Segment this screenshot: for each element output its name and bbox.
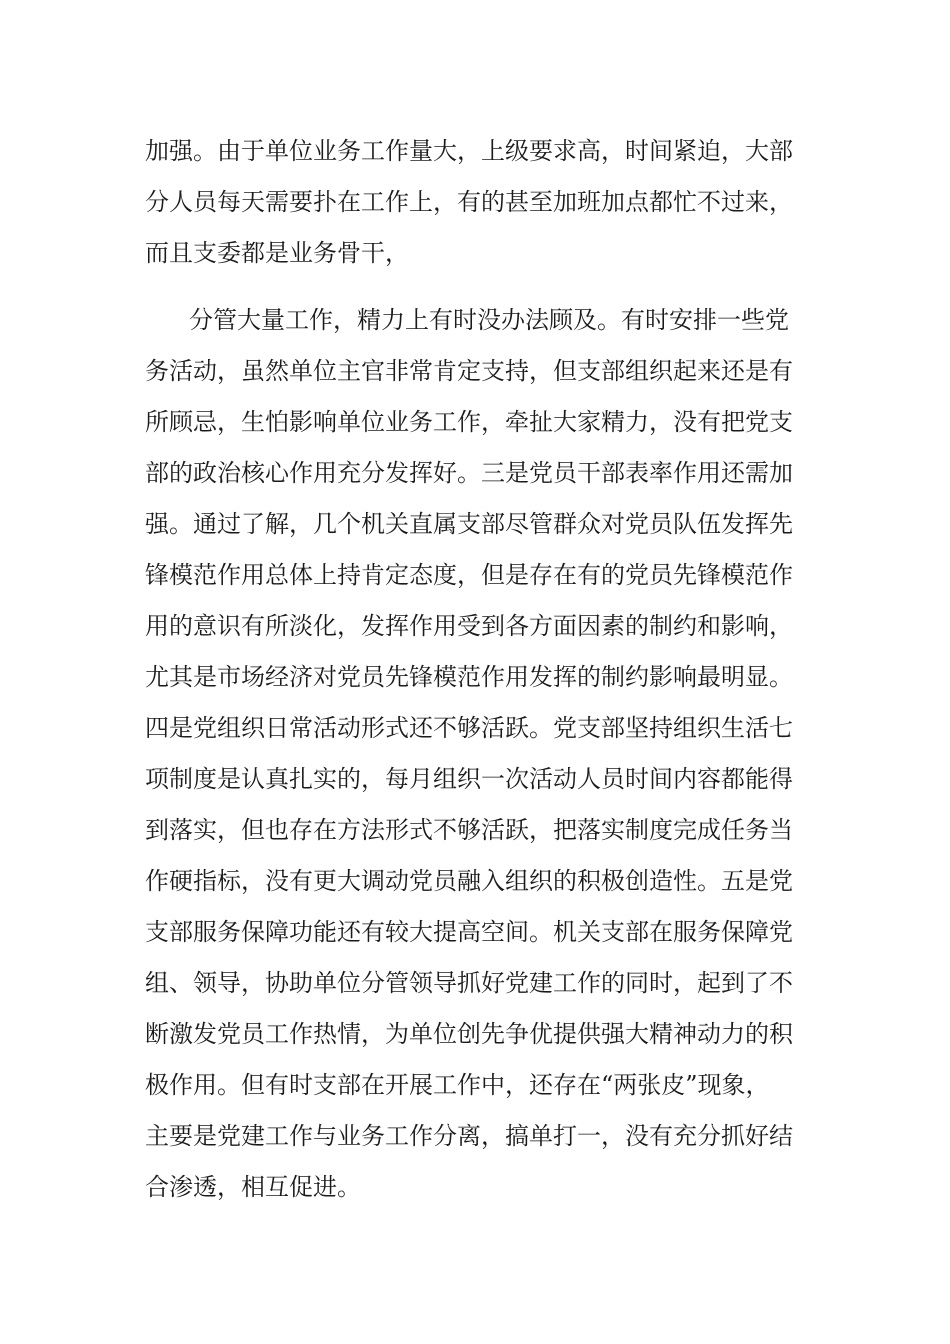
paragraph-1-line-1: 加强。由于单位业务工作量大，上级要求高，时间紧迫，大部 — [145, 137, 793, 165]
paragraph-2-line-18: 合渗透，相互促进。 — [145, 1173, 361, 1201]
paragraph-2-line-15: 断激发党员工作热情，为单位创先争优提供强大精神动力的积 — [145, 1020, 793, 1048]
paragraph-2-line-16: 极作用。但有时支部在开展工作中，还存在“两张皮”现象， — [145, 1071, 770, 1099]
paragraph-2-line-13: 支部服务保障功能还有较大提高空间。机关支部在服务保障党 — [145, 918, 793, 946]
paragraph-2-line-8: 尤其是市场经济对党员先锋模范作用发挥的制约影响最明显。 — [145, 663, 793, 691]
paragraph-2-line-2: 务活动，虽然单位主官非常肯定支持，但支部组织起来还是有 — [145, 357, 793, 385]
paragraph-2-line-7: 用的意识有所淡化，发挥作用受到各方面因素的制约和影响， — [145, 612, 793, 640]
paragraph-1-line-2: 分人员每天需要扑在工作上，有的甚至加班加点都忙不过来， — [145, 188, 793, 216]
paragraph-2-line-11: 到落实，但也存在方法形式不够活跃，把落实制度完成任务当 — [145, 816, 793, 844]
paragraph-1-line-3: 而且支委都是业务骨干， — [145, 239, 409, 267]
paragraph-2-line-4: 部的政治核心作用充分发挥好。三是党员干部表率作用还需加 — [145, 459, 793, 487]
paragraph-2-line-6: 锋模范作用总体上持肯定态度，但是存在有的党员先锋模范作 — [145, 561, 793, 589]
paragraph-2-line-10: 项制度是认真扎实的，每月组织一次活动人员时间内容都能得 — [145, 765, 793, 793]
paragraph-2-line-5: 强。通过了解，几个机关直属支部尽管群众对党员队伍发挥先 — [145, 510, 793, 538]
paragraph-2-line-9: 四是党组织日常活动形式还不够活跃。党支部坚持组织生活七 — [145, 714, 793, 742]
paragraph-2-line-12: 作硬指标，没有更大调动党员融入组织的积极创造性。五是党 — [145, 867, 793, 895]
paragraph-2-line-14: 组、领导，协助单位分管领导抓好党建工作的同时，起到了不 — [145, 969, 793, 997]
paragraph-2-line-17: 主要是党建工作与业务工作分离，搞单打一，没有充分抓好结 — [145, 1122, 793, 1150]
paragraph-2-line-3: 所顾忌，生怕影响单位业务工作，牵扯大家精力，没有把党支 — [145, 408, 793, 436]
paragraph-2-line-1: 分管大量工作，精力上有时没办法顾及。有时安排一些党 — [189, 306, 789, 334]
